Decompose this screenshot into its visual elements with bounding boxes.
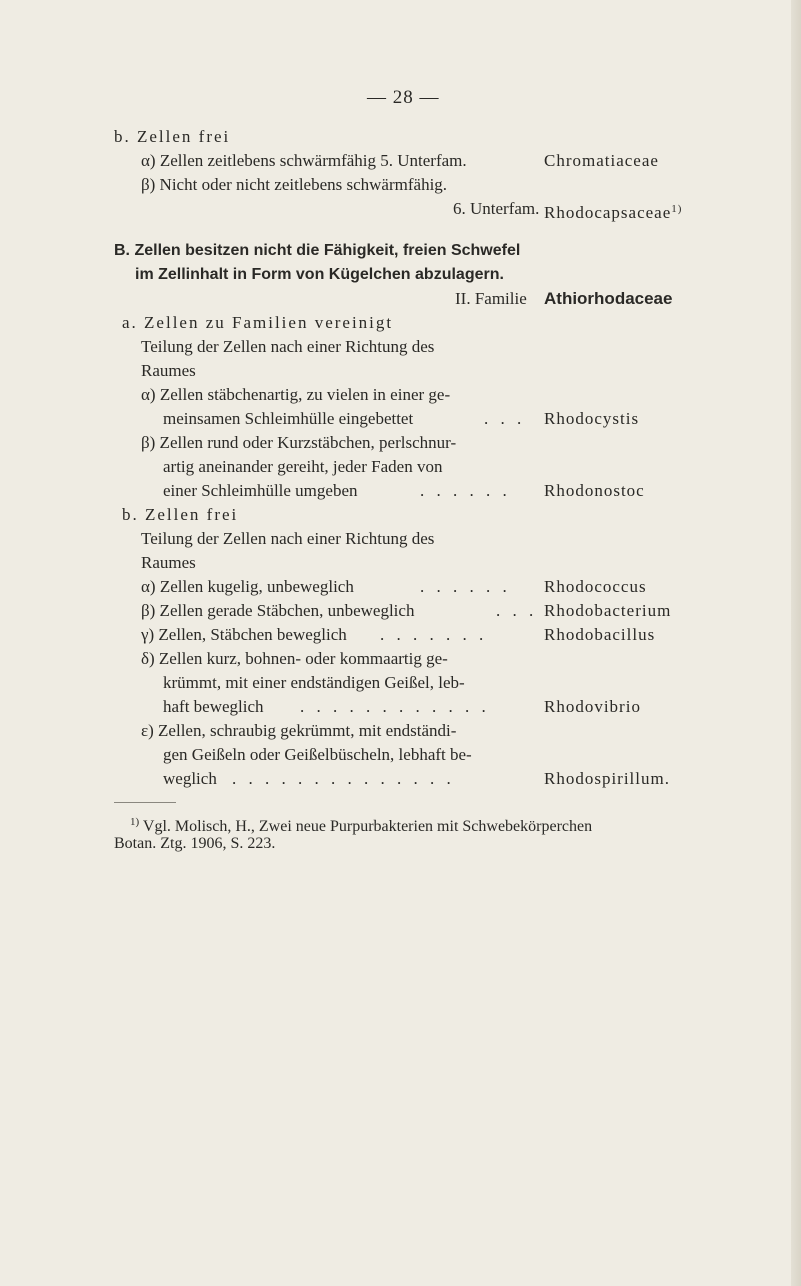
section-B-heading-line2: im Zellinhalt in Form von Kügelchen abzulagern. xyxy=(135,266,504,283)
entry-alpha-text: α) Zellen zeitlebens schwärmfähig 5. Unterfam. xyxy=(141,151,467,170)
entry-b-alpha: α) Zellen kugelig, unbeweglich xyxy=(141,577,354,596)
taxon-rhodobacterium: Rhodobacterium xyxy=(544,601,672,620)
subsection-a-heading: a. Zellen zu Familien vereinigt xyxy=(122,313,394,332)
taxon-rhodovibrio: Rhodovibrio xyxy=(544,697,641,716)
taxon-rhodocystis: Rhodocystis xyxy=(544,409,640,428)
leader-dots: . . . . . . xyxy=(420,481,511,500)
entry-b-epsilon-line3: weglich xyxy=(163,769,217,788)
entry-a-alpha-line2: meinsamen Schleimhülle eingebettet xyxy=(163,409,414,428)
entry-a-beta-line1: β) Zellen rund oder Kurzstäbchen, perlschnur- xyxy=(141,433,457,452)
subsection-b-line2: Raumes xyxy=(141,553,196,572)
entry-b-delta-line3: haft beweglich xyxy=(163,697,264,716)
page-edge xyxy=(791,0,801,1286)
subsection-a-line1: Teilung der Zellen nach einer Richtung des xyxy=(141,337,435,356)
footnote-line2: Botan. Ztg. 1906, S. 223. xyxy=(114,835,276,852)
section-B-heading-line1: B. Zellen besitzen nicht die Fähigkeit, freien Schwefel xyxy=(114,242,521,259)
entry-b-delta-line2: krümmt, mit einer endständigen Geißel, leb- xyxy=(163,673,465,692)
taxon-rhodonostoc: Rhodonostoc xyxy=(544,481,645,500)
entry-b-epsilon-line1: ε) Zellen, schraubig gekrümmt, mit endständi- xyxy=(141,721,457,740)
subfamily-label: 6. Unterfam. xyxy=(453,199,540,218)
taxon-rhodococcus: Rhodococcus xyxy=(544,577,647,596)
entry-a-beta-line2: artig aneinander gereiht, jeder Faden von xyxy=(163,457,443,476)
leader-dots: . . . xyxy=(496,601,538,620)
subsection-b-heading: b. Zellen frei xyxy=(122,505,239,524)
subsection-a-line2: Raumes xyxy=(141,361,196,380)
leader-dots: . . . . . . xyxy=(420,577,511,596)
entry-a-alpha-line1: α) Zellen stäbchenartig, zu vielen in einer ge- xyxy=(141,385,451,404)
page-number: — 28 — xyxy=(367,87,440,108)
footnote-marker: 1) xyxy=(130,816,140,828)
entry-b-delta-line1: δ) Zellen kurz, bohnen- oder kommaartig ge- xyxy=(141,649,448,668)
taxon-athiorhodaceae: Athiorhodaceae xyxy=(544,289,673,308)
section-b-heading: b. Zellen frei xyxy=(114,127,231,146)
subsection-b-line1: Teilung der Zellen nach einer Richtung des xyxy=(141,529,435,548)
taxon-rhodobacillus: Rhodobacillus xyxy=(544,625,656,644)
entry-beta-text: β) Nicht oder nicht zeitlebens schwärmfähig. xyxy=(141,175,448,194)
entry-b-gamma: γ) Zellen, Stäbchen beweglich xyxy=(141,625,347,644)
entry-a-beta-line3: einer Schleimhülle umgeben xyxy=(163,481,358,500)
taxon-rhodocapsaceae: Rhodocapsaceae$^{1)}$ xyxy=(544,203,683,222)
taxon-rhodospirillum: Rhodospirillum. xyxy=(544,769,670,788)
entry-b-epsilon-line2: gen Geißeln oder Geißelbüscheln, lebhaft be- xyxy=(163,745,472,764)
leader-dots: . . . . . . . xyxy=(380,625,488,644)
footnote-ref: 1) xyxy=(671,203,683,215)
leader-dots: . . . . . . . . . . . . xyxy=(300,697,490,716)
leader-dots: . . . . . . . . . . . . . . xyxy=(232,769,455,788)
leader-dots: . . . xyxy=(484,409,526,428)
taxon-chromatiaceae: Chromatiaceae xyxy=(544,151,659,170)
footnote-rule xyxy=(114,802,176,803)
footnote-line1: $^{1)}$ Vgl. Molisch, H., Zwei neue Purpurbakterien mit Schwebekörperchen xyxy=(130,816,593,835)
entry-b-beta: β) Zellen gerade Stäbchen, unbeweglich xyxy=(141,601,415,620)
family-label: II. Familie xyxy=(455,289,527,308)
